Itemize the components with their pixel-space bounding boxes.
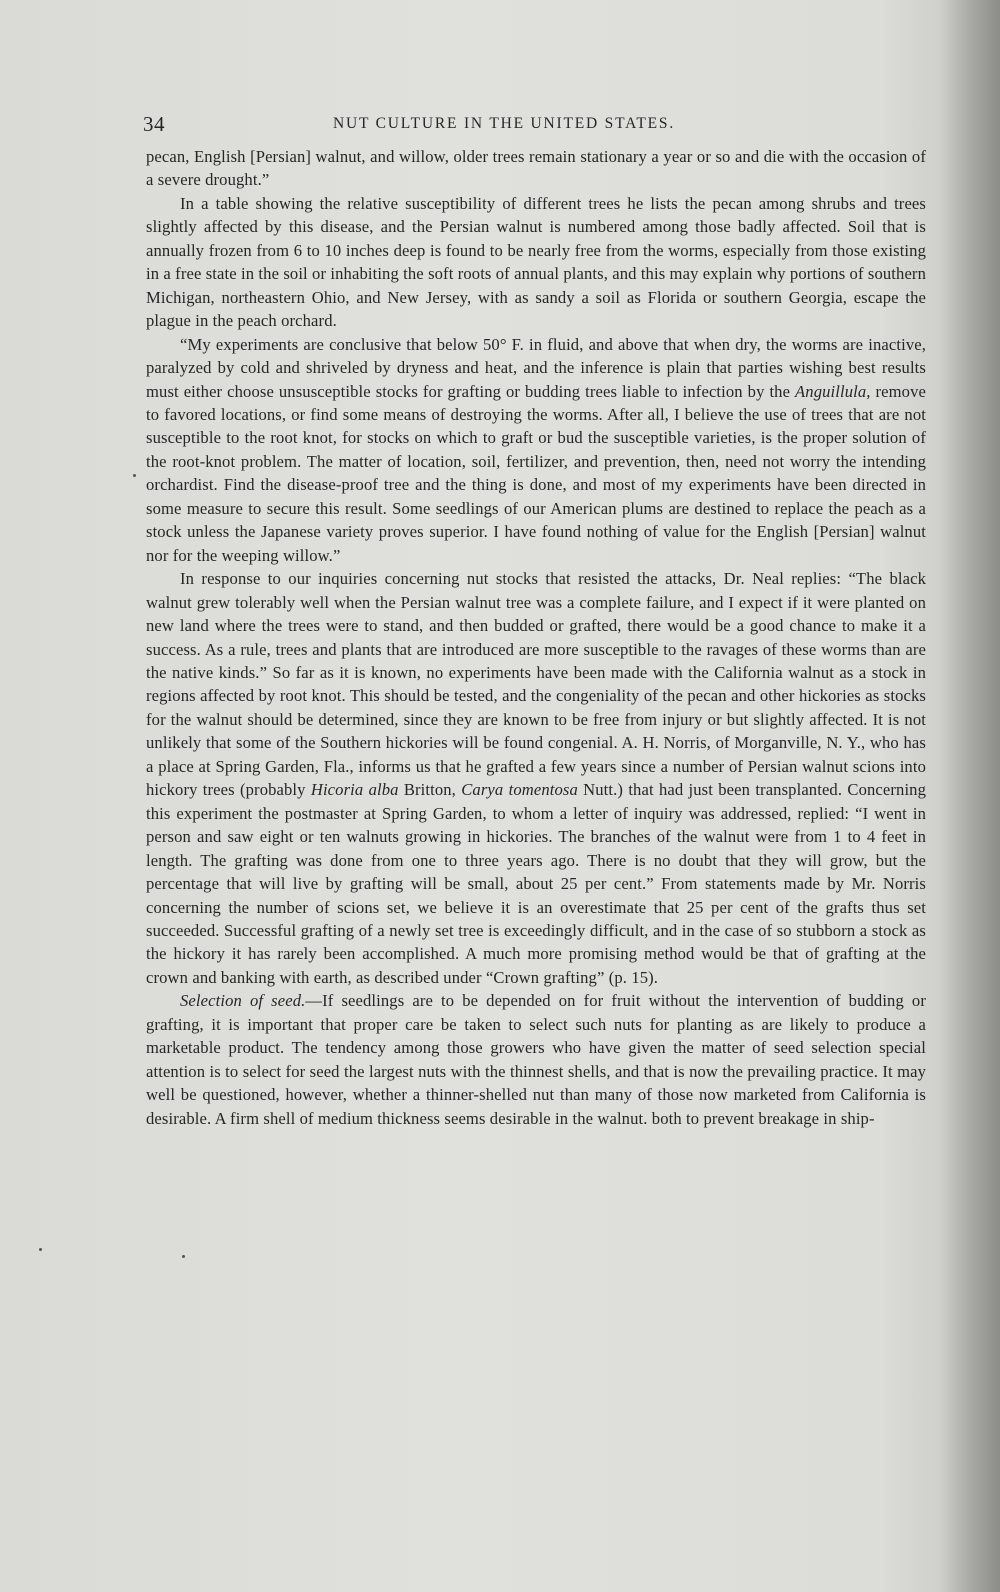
page-header: [143, 112, 927, 142]
scan-speck: [39, 1248, 42, 1251]
scan-speck: [133, 474, 136, 477]
paragraph-text: In a table showing the relative susceptibility of different trees he lists the pecan among shrubs and trees slightly affected by this disease, and the Persian walnut is numbered among those badly affected. Soil that is annually frozen from 6 to 10 inches deep is found to be nearly free from the worms, especially from those existing in a free state in the soil or inhabiting the soft roots of annual plants, and this may explain why portions of southern Michigan, northeastern Ohio, and New Jersey, with as sandy a soil as Florida or southern Georgia, escape the plague in the peach orchard.: [146, 193, 926, 331]
paragraph-nut-stocks: [146, 567, 926, 989]
paragraph-susceptibility-table: [146, 192, 926, 333]
section-heading-italic: Selection of seed.: [180, 991, 306, 1011]
paragraph-text: —If seedlings are to be depended on for fruit without the intervention of budding or grafting, it is important that proper care be taken to select such nuts for planting as are likely to produce a marketable product. The tendency among those growers who have given the matter of seed selection special attention is to select for seed the largest nuts with the thinnest shells, and that is now the prevailing practice. It may well be questioned, however, whether a thinner-shelled nut than many of those now marketed from California is desirable. A firm shell of medium thickness seems desirable in the walnut. both to prevent breakage in ship-: [146, 991, 926, 1128]
species-name-italic: Hicoria alba: [310, 780, 399, 800]
page-number: 34: [143, 112, 165, 136]
paragraph-text: Britton,: [398, 780, 462, 800]
paragraph-continuation: [146, 145, 926, 192]
body-text: [146, 145, 926, 1130]
paragraph-experiments-quote: [146, 333, 926, 568]
paragraph-text: pecan, English [Persian] walnut, and willow, older trees remain stationary a year or so and die with the occasion of a severe drought.”: [146, 147, 926, 190]
scan-speck: [182, 1255, 185, 1258]
paragraph-text: Nutt.) that had just been transplanted. Concerning this experiment the postmaster at Spring Garden, to whom a letter of inquiry was addressed, replied: “I went in person and saw eight or ten walnuts growing in hickories. The branches of the walnut were from 1 to 4 feet in length. The grafting was done from one to three years ago. There is no doubt that they will grow, but the percentage that will live by grafting will be small, about 25 per cent.” From statements made by Mr. Norris concerning the number of scions set, we believe it is an overestimate that 25 per cent of the grafts thus set succeeded. Successful grafting of a newly set tree is exceedingly difficult, and in the case of so stubborn a stock as the hickory it has rarely been accomplished. A much more promising method would be that of grafting at the crown and banking with earth, as described under “Crown grafting” (p. 15).: [146, 780, 927, 987]
running-title: NUT CULTURE IN THE UNITED STATES.: [333, 115, 676, 132]
paragraph-text: In response to our inquiries concerning nut stocks that resisted the attacks, Dr. Neal replies: “The black walnut grew tolerably well when the Persian walnut tree was a complete failure, and I expect if it were planted on new land where the trees were to stand, and then budded or grafted, there would be a good chance to make it a success. As a rule, trees and plants that are introduced are more susceptible to the ravages of these worms than are the native kinds.” So far as it is known, no experiments have been made with the California walnut as a stock in regions affected by root knot. This should be tested, and the congeniality of the pecan and other hickories as stocks for the walnut should be determined, since they are known to be free from injury or but slightly affected. It is not unlikely that some of the Southern hickories will be found congenial. A. H. Norris, of Morganville, N. Y., who has a place at Spring Garden, Fla., informs us that he grafted a few years since a number of Persian walnut scions into hickory trees (probably: [146, 569, 926, 800]
paragraph-selection-of-seed: [146, 989, 926, 1130]
paragraph-text: “My experiments are conclusive that below 50° F. in fluid, and above that when dry, the worms are inactive, paralyzed by cold and shriveled by dryness and heat, and the inference is plain that parties wishing best results must either choose unsusceptible stocks for grafting or budding trees liable to infection by the: [146, 334, 926, 401]
paragraph-text: remove to favored locations, or find some means of destroying the worms. After all, I believe the use of trees that are not susceptible to the root knot, for stocks on which to graft or bud the susceptible varieties, is the proper solution of the root-knot problem. The matter of location, soil, fertilizer, and prevention, then, need not worry the intending orchardist. Find the disease-proof tree and the thing is done, and most of my experiments have been directed in some measure to secure this result. Some seedlings of our American plums are destined to replace the peach as a stock unless the Japanese variety proves superior. I have found nothing of value for the English [Persian] walnut nor for the weeping willow.”: [146, 381, 927, 565]
species-name-italic: Anguillula,: [795, 381, 871, 401]
species-name-italic: Carya tomentosa: [461, 780, 578, 800]
